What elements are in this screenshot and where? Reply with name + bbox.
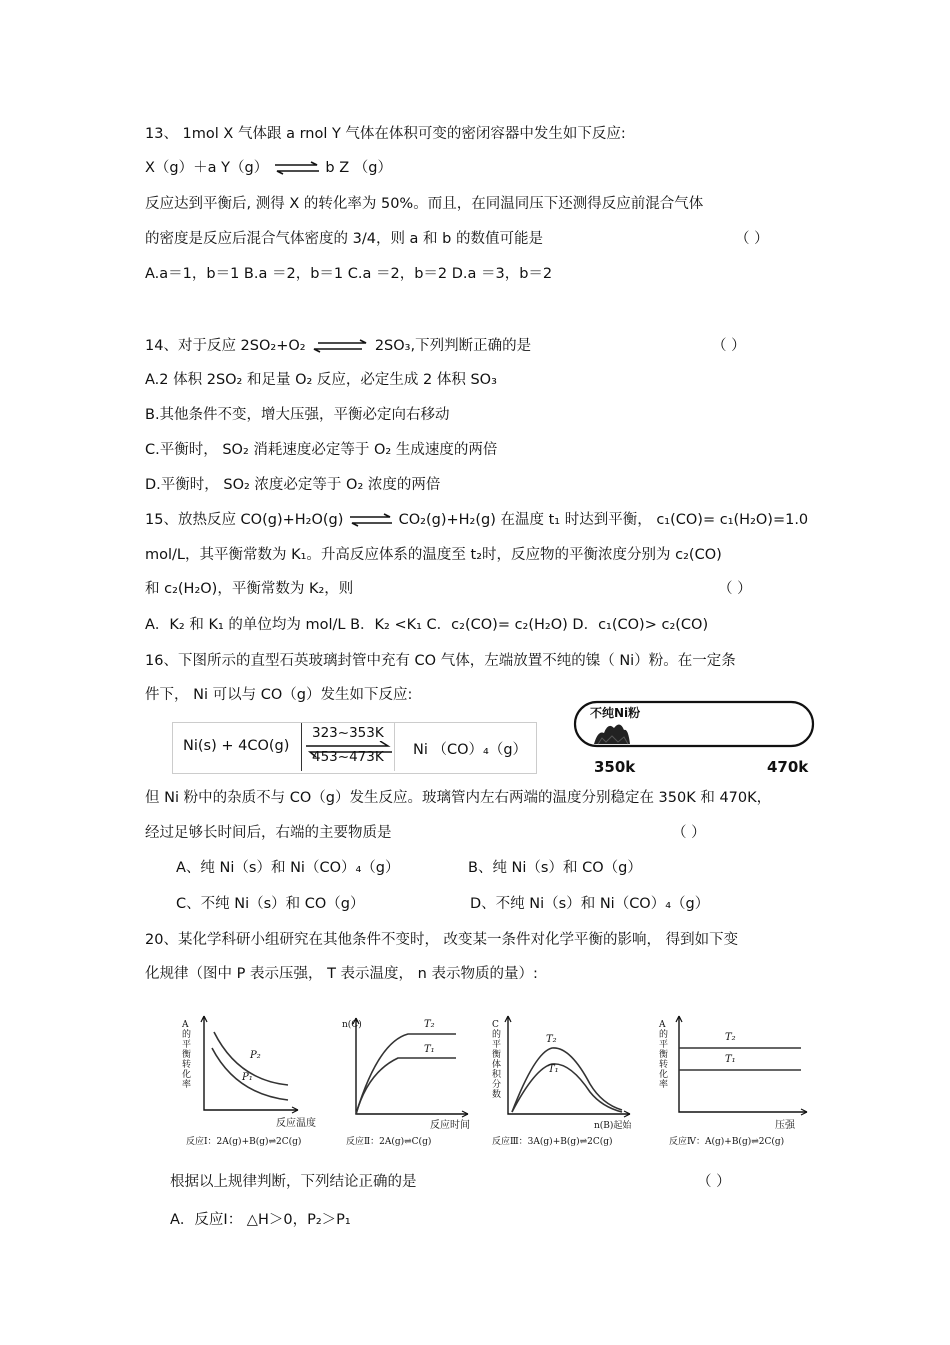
tube-right-temp: 470k bbox=[767, 758, 809, 776]
graph-2-ylabel: n(C) bbox=[342, 1020, 362, 1030]
graph-reaction-2 bbox=[338, 1012, 488, 1150]
q16-answer-bracket: （ ） bbox=[672, 825, 706, 841]
graph-2-caption: 反应Ⅱ：2A(g)⇌C(g) bbox=[346, 1137, 432, 1147]
q16-line2: 件下， Ni 可以与 CO（g）发生如下反应: bbox=[145, 687, 413, 703]
graph-3-xlabel: n(B)起始 bbox=[594, 1121, 632, 1131]
graph-1-curve-p1: P₁ bbox=[242, 1072, 253, 1083]
graph-1-plot bbox=[178, 1012, 328, 1150]
equilibrium-arrow-icon bbox=[348, 513, 394, 527]
q16-eq-lhs: Ni(s) + 4CO(g) bbox=[183, 738, 290, 754]
q16-eq-conditions bbox=[301, 723, 395, 771]
q20-answer-bracket: （ ） bbox=[697, 1174, 731, 1190]
graph-2-curve-t2: T₂ bbox=[424, 1019, 435, 1030]
q14-option-a: A.2 体积 2SO₂ 和足量 O₂ 反应，必定生成 2 体积 SO₃ bbox=[145, 372, 497, 388]
graph-1-caption: 反应Ⅰ：2A(g)+B(g)⇌2C(g) bbox=[186, 1137, 302, 1147]
graph-4-curve-t1: T₁ bbox=[725, 1054, 736, 1065]
q14-option-c: C.平衡时， SO₂ 消耗速度必定等于 O₂ 生成速度的两倍 bbox=[145, 442, 498, 458]
q13-eq-left: X（g）＋a Y（g） bbox=[145, 160, 269, 176]
q20-line2: 化规律（图中 P 表示压强， T 表示温度， n 表示物质的量）: bbox=[145, 966, 538, 982]
q13-options: A.a＝1，b＝1 B.a ＝2，b＝1 C.a ＝2，b＝2 D.a ＝3，b＝2 bbox=[145, 266, 553, 282]
graph-3-curve-t2: T₂ bbox=[546, 1034, 557, 1045]
q16-eq-rhs: Ni （CO）₄（g） bbox=[413, 742, 528, 758]
q15-answer-bracket: （ ） bbox=[718, 581, 752, 597]
q16-eq-cond-top: 323~353K bbox=[312, 725, 384, 741]
quartz-tube-figure bbox=[572, 700, 817, 785]
q16-option-c: C、不纯 Ni（s）和 CO（g） bbox=[176, 896, 365, 912]
equilibrium-arrow-icon bbox=[273, 161, 321, 175]
q16-reaction-equation bbox=[172, 722, 537, 774]
q16-line1: 16、下图所示的直型石英玻璃封管中充有 CO 气体，左端放置不纯的镍（ Ni）粉。在一定条 bbox=[145, 653, 736, 669]
q16-line4: 经过足够长时间后，右端的主要物质是 bbox=[145, 825, 392, 841]
graph-1-curve-p2: P₂ bbox=[250, 1050, 261, 1061]
q15-line1-right: CO₂(g)+H₂(g) 在温度 t₁ 时达到平衡， c₁(CO)= c₁(H₂O)=1.0 bbox=[398, 512, 809, 528]
q16-option-d: D、不纯 Ni（s）和 Ni（CO）₄（g） bbox=[470, 896, 710, 912]
q20-option-a: A．反应Ⅰ： △H＞0，P₂＞P₁ bbox=[170, 1212, 351, 1228]
tube-impure-ni-label: 不纯Ni粉 bbox=[590, 706, 641, 720]
graph-4-ylabel: A的平衡转化率 bbox=[659, 1020, 669, 1090]
q14-stem-right: 2SO₃,下列判断正确的是 bbox=[374, 338, 532, 354]
q14-option-d: D.平衡时， SO₂ 浓度必定等于 O₂ 浓度的两倍 bbox=[145, 477, 441, 493]
q13-line1: 13、 1mol X 气体跟 a rnol Y 气体在体积可变的密闭容器中发生如下反应: bbox=[145, 126, 626, 142]
graph-reaction-1 bbox=[178, 1012, 328, 1150]
graph-2-curve-t1: T₁ bbox=[424, 1044, 435, 1055]
q16-option-b: B、纯 Ni（s）和 CO（g） bbox=[468, 860, 642, 876]
q16-option-a: A、纯 Ni（s）和 Ni（CO）₄（g） bbox=[176, 860, 400, 876]
q14-answer-bracket: （ ） bbox=[712, 338, 746, 354]
q14-stem-left: 14、对于反应 2SO₂+O₂ bbox=[145, 338, 306, 354]
graph-4-caption: 反应Ⅳ：A(g)+B(g)⇌2C(g) bbox=[669, 1137, 785, 1147]
q13-eq-right: b Z （g） bbox=[325, 160, 392, 176]
graph-4-xlabel: 压强 bbox=[775, 1120, 795, 1131]
tube-left-temp: 350k bbox=[594, 758, 636, 776]
q13-line3: 反应达到平衡后, 测得 X 的转化率为 50%。而且，在同温同压下还测得反应前混合气体 bbox=[145, 196, 704, 212]
q14-option-b: B.其他条件不变，增大压强，平衡必定向右移动 bbox=[145, 407, 450, 423]
q20-line3: 根据以上规律判断，下列结论正确的是 bbox=[170, 1174, 417, 1190]
q15-line2: mol/L，其平衡常数为 K₁。升高反应体系的温度至 t₂时，反应物的平衡浓度分别为 c₂(CO) bbox=[145, 547, 722, 563]
graph-3-caption: 反应Ⅲ：3A(g)+B(g)⇌2C(g) bbox=[492, 1137, 613, 1147]
graph-1-ylabel: A的平衡转化率 bbox=[182, 1020, 192, 1090]
q15-options: A．K₂ 和 K₁ 的单位均为 mol/L B．K₂ <K₁ C．c₂(CO)= c₂(H₂O) D．c₁(CO)> c₂(CO) bbox=[145, 617, 709, 633]
q15-line3: 和 c₂(H₂O)，平衡常数为 K₂，则 bbox=[145, 581, 354, 597]
graph-3-ylabel: C的平衡体积分数 bbox=[492, 1020, 502, 1100]
q13-line4: 的密度是反应后混合气体密度的 3/4，则 a 和 b 的数值可能是 bbox=[145, 231, 543, 247]
q14-stem bbox=[145, 336, 531, 356]
graph-4-curve-t2: T₂ bbox=[725, 1032, 736, 1043]
q16-eq-cond-bottom: 453~473K bbox=[312, 749, 384, 765]
graph-1-xlabel: 反应温度 bbox=[276, 1118, 316, 1129]
q20-line1: 20、某化学科研小组研究在其他条件不变时， 改变某一条件对化学平衡的影响， 得到如下变 bbox=[145, 932, 739, 948]
equilibrium-arrow-icon bbox=[310, 339, 370, 353]
graph-reaction-4 bbox=[655, 1012, 817, 1150]
q15-line1-left: 15、放热反应 CO(g)+H₂O(g) bbox=[145, 512, 344, 528]
q13-equation bbox=[145, 158, 392, 178]
q13-answer-bracket: （ ） bbox=[735, 231, 769, 247]
q15-line1 bbox=[145, 510, 808, 530]
q16-line3: 但 Ni 粉中的杂质不与 CO（g）发生反应。玻璃管内左右两端的温度分别稳定在 350K 和 470K， bbox=[145, 790, 772, 806]
graph-2-xlabel: 反应时间 bbox=[430, 1120, 470, 1131]
graph-reaction-3 bbox=[490, 1012, 648, 1150]
graph-3-curve-t1: T₁ bbox=[548, 1064, 559, 1075]
